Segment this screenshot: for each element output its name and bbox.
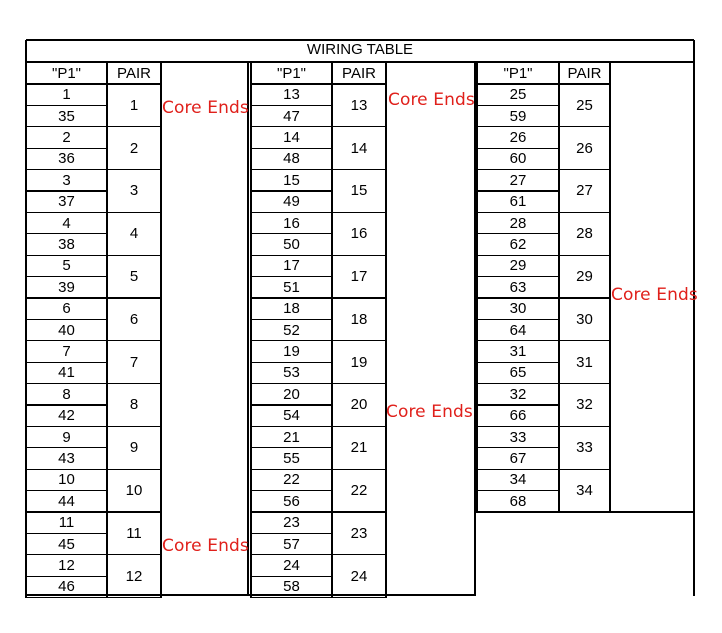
p1-pin-cell: 58: [283, 578, 300, 596]
pin-divider: [251, 148, 332, 149]
p1-pin-cell: 33: [509, 428, 527, 446]
pair-number-cell: 24: [350, 567, 368, 585]
p1-pin-cell: 66: [509, 407, 527, 425]
p1-pin-cell: 23: [283, 514, 300, 532]
p1-pin-cell: 42: [58, 407, 75, 425]
pin-divider: [251, 233, 332, 234]
pin-divider: [477, 404, 559, 405]
pair-number-cell: 27: [576, 182, 593, 200]
p1-pin-cell: 30: [509, 300, 527, 318]
pair-number-cell: 31: [576, 353, 593, 371]
pin-divider: [251, 490, 332, 491]
pin-divider: [251, 533, 332, 534]
pin-divider: [477, 362, 559, 363]
core-ends-label: Core Ends: [386, 402, 473, 422]
p1-pin-cell: 67: [509, 449, 527, 467]
pair-number-cell: 5: [129, 268, 139, 286]
pair-number-cell: 11: [126, 524, 142, 542]
p1-pin-cell: 34: [509, 471, 527, 489]
pin-divider: [477, 148, 559, 149]
pin-divider: [477, 319, 559, 320]
p1-pin-cell: 61: [509, 193, 527, 211]
pin-divider: [251, 404, 332, 405]
pin-divider: [251, 190, 332, 191]
p1-pin-cell: 52: [283, 321, 300, 339]
pin-divider: [26, 190, 107, 191]
p1-pin-cell: 13: [283, 86, 300, 104]
pair-number-cell: 7: [129, 353, 139, 371]
p1-pin-cell: 28: [509, 214, 527, 232]
p1-pin-cell: 21: [283, 428, 300, 446]
pin-divider: [477, 490, 559, 491]
pair-number-cell: 18: [350, 310, 368, 328]
p1-pin-cell: 12: [58, 556, 75, 574]
p1-pin-cell: 54: [283, 407, 300, 425]
pin-divider: [26, 490, 107, 491]
p1-pin-cell: 4: [62, 214, 71, 232]
pin-divider: [477, 233, 559, 234]
pin-divider: [251, 319, 332, 320]
p1-pin-cell: 20: [283, 385, 300, 403]
pair-number-cell: 3: [129, 182, 139, 200]
p1-pin-cell: 57: [283, 535, 300, 553]
pair-number-cell: 21: [350, 439, 368, 457]
pair-column-header: PAIR: [117, 64, 151, 82]
p1-pin-cell: 60: [509, 150, 527, 168]
pair-number-cell: 28: [576, 225, 593, 243]
p1-pin-cell: 65: [509, 364, 527, 382]
p1-pin-cell: 40: [58, 321, 75, 339]
pin-divider: [26, 576, 107, 577]
p1-pin-cell: 63: [509, 278, 527, 296]
pair-number-cell: 8: [129, 396, 139, 414]
pin-divider: [26, 148, 107, 149]
p1-pin-cell: 62: [509, 235, 527, 253]
p1-pin-cell: 59: [509, 107, 527, 125]
p1-pin-cell: 1: [62, 86, 71, 104]
p1-pin-cell: 43: [58, 449, 75, 467]
pair-number-cell: 30: [576, 310, 593, 328]
table-border-top: [26, 39, 694, 40]
pair-number-cell: 33: [576, 439, 593, 457]
p1-pin-cell: 36: [58, 150, 75, 168]
pair-column-header: PAIR: [567, 64, 602, 82]
pin-divider: [251, 447, 332, 448]
group3-left-line: [474, 512, 475, 596]
p1-pin-cell: 26: [509, 128, 527, 146]
pair-number-cell: 34: [576, 482, 593, 500]
p1-pin-cell: 39: [58, 278, 75, 296]
group-separator: [247, 62, 248, 595]
core-ends-label: Core Ends: [611, 285, 698, 305]
pin-divider: [251, 276, 332, 277]
p1-pin-cell: 9: [62, 428, 71, 446]
core-ends-label: Core Ends: [388, 90, 475, 110]
p1-pin-cell: 29: [509, 257, 527, 275]
pin-divider: [26, 233, 107, 234]
p1-pin-cell: 64: [509, 321, 527, 339]
pair-number-cell: 25: [576, 96, 593, 114]
p1-pin-cell: 11: [58, 514, 75, 532]
p1-pin-cell: 2: [62, 128, 71, 146]
p1-pin-cell: 14: [283, 128, 300, 146]
table-title: WIRING TABLE: [306, 40, 414, 58]
core-ends-label: Core Ends: [162, 98, 249, 118]
p1-pin-cell: 5: [62, 257, 71, 275]
pair-number-cell: 19: [350, 353, 368, 371]
pin-divider: [477, 276, 559, 277]
p1-pin-cell: 41: [58, 364, 75, 382]
p1-pin-cell: 48: [283, 150, 300, 168]
p1-pin-cell: 27: [509, 171, 527, 189]
pair-number-cell: 32: [576, 396, 593, 414]
p1-pin-cell: 49: [283, 193, 300, 211]
pair-number-cell: 6: [129, 310, 139, 328]
p1-pin-cell: 55: [283, 449, 300, 467]
p1-pin-cell: 56: [283, 492, 300, 510]
core-ends-label: Core Ends: [162, 536, 249, 556]
pair-number-cell: 9: [129, 439, 139, 457]
p1-pin-cell: 32: [509, 385, 527, 403]
pin-divider: [251, 362, 332, 363]
pin-divider: [26, 533, 107, 534]
pair-number-cell: 23: [350, 524, 368, 542]
pair-number-cell: 14: [350, 139, 368, 157]
pair-number-cell: 15: [350, 182, 368, 200]
p1-pin-cell: 46: [58, 578, 75, 596]
pair-number-cell: 2: [129, 139, 139, 157]
p1-pin-cell: 6: [62, 300, 71, 318]
pin-divider: [26, 362, 107, 363]
pin-divider: [26, 404, 107, 405]
p1-pin-cell: 17: [283, 257, 300, 275]
pair-number-cell: 17: [350, 268, 368, 286]
p1-pin-cell: 22: [283, 471, 300, 489]
p1-pin-cell: 51: [283, 278, 300, 296]
pin-divider: [26, 105, 107, 106]
p1-pin-cell: 45: [58, 535, 75, 553]
pair-number-cell: 1: [129, 96, 139, 114]
pair-number-cell: 16: [350, 225, 368, 243]
p1-pin-cell: 53: [283, 364, 300, 382]
p1-pin-cell: 47: [283, 107, 300, 125]
pin-divider: [251, 576, 332, 577]
pin-divider: [477, 190, 559, 191]
pin-divider: [26, 447, 107, 448]
pair-column-header: PAIR: [342, 64, 376, 82]
p1-column-header: "P1": [503, 64, 533, 82]
pin-divider: [477, 447, 559, 448]
p1-pin-cell: 15: [283, 171, 300, 189]
pair-number-cell: 26: [576, 139, 593, 157]
group3-bottom-line: [475, 511, 694, 512]
p1-pin-cell: 19: [283, 342, 300, 360]
p1-pin-cell: 31: [509, 342, 527, 360]
pin-divider: [26, 319, 107, 320]
p1-pin-cell: 18: [283, 300, 300, 318]
p1-pin-cell: 16: [283, 214, 300, 232]
pair-number-cell: 10: [125, 482, 143, 500]
p1-pin-cell: 50: [283, 235, 300, 253]
p1-column-header: "P1": [52, 64, 81, 82]
pair-number-cell: 4: [129, 225, 139, 243]
pair-number-cell: 20: [350, 396, 368, 414]
p1-pin-cell: 7: [62, 342, 71, 360]
row-divider: [26, 597, 161, 598]
p1-pin-cell: 10: [58, 471, 75, 489]
p1-pin-cell: 8: [62, 385, 71, 403]
p1-column-header: "P1": [277, 64, 306, 82]
p1-pin-cell: 25: [509, 86, 527, 104]
pin-divider: [251, 105, 332, 106]
p1-pin-cell: 68: [509, 492, 527, 510]
pair-number-cell: 22: [350, 482, 368, 500]
p1-pin-cell: 24: [283, 556, 300, 574]
p1-pin-cell: 35: [58, 107, 75, 125]
pin-divider: [477, 105, 559, 106]
row-divider: [251, 597, 386, 598]
p1-pin-cell: 37: [58, 193, 75, 211]
pair-number-cell: 13: [350, 96, 368, 114]
p1-pin-cell: 3: [62, 171, 71, 189]
p1-pin-cell: 44: [58, 492, 75, 510]
pair-number-cell: 29: [576, 268, 593, 286]
pin-divider: [26, 276, 107, 277]
p1-pin-cell: 38: [58, 235, 75, 253]
pair-number-cell: 12: [125, 567, 143, 585]
